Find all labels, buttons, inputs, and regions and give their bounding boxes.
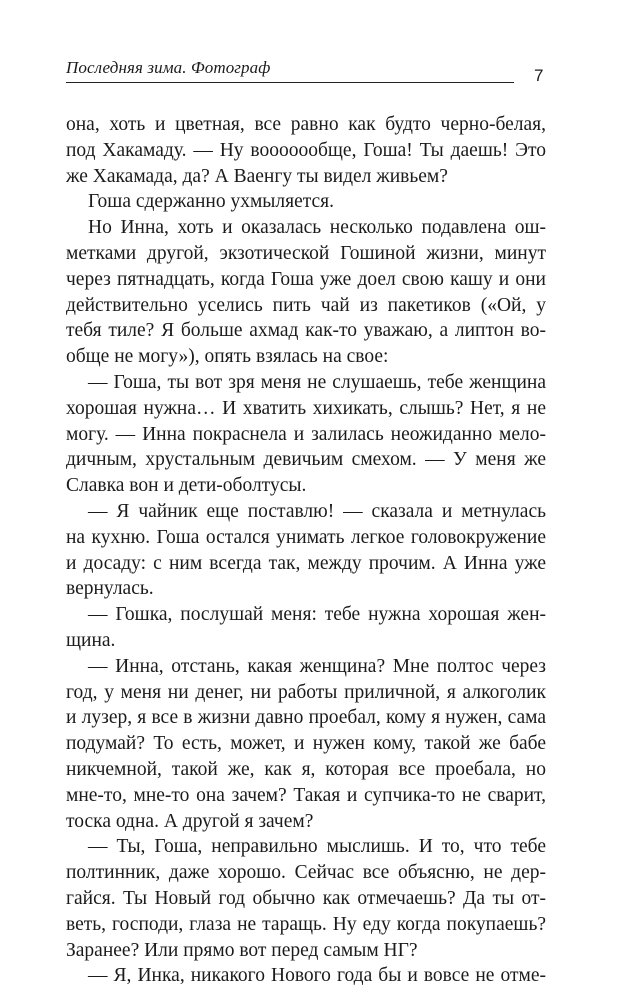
page-header (66, 58, 550, 98)
page-number: 7 (534, 66, 544, 85)
text-line: — Гошка, послушай меня: тебе нужна хорошая жен- (88, 604, 546, 626)
text-line: веть, господи, глаза не таращь. Ну еду когда покупаешь? (66, 913, 546, 935)
text-line: же Хакамада, да? А Ваенгу ты видел живьем? (66, 165, 448, 187)
text-line: — Я, Инка, никакого Нового года бы и вовсе не отме- (88, 965, 546, 987)
text-line: дичным, хрустальным девичьим смехом. — У меня же (66, 449, 546, 471)
text-line: Славка вон и дети-оболтусы. (66, 475, 307, 497)
text-line: вернулась. (66, 578, 154, 600)
text-line: хорошая нужна… И хватить хихикать, слышь? Нет, я не (66, 397, 546, 419)
text-line: обще не могу»), опять взялась на свое: (66, 346, 389, 368)
text-line: гайся. Ты Новый год обычно как отмечаешь? Да ты от- (66, 887, 546, 909)
text-line: — Инна, отстань, какая женщина? Мне полтос через (88, 655, 546, 677)
body-text (66, 112, 546, 989)
text-line: через пятнадцать, когда Гоша уже доел свою кашу и они (66, 268, 546, 290)
text-line: Гоша сдержанно ухмыляется. (88, 191, 335, 213)
text-line: под Хакамаду. — Ну вооооообще, Гоша! Ты даешь! Это (66, 139, 546, 161)
text-line: действительно уселись пить чай из пакетиков («Ой, у (66, 294, 546, 316)
text-line: и лузер, я все в жизни давно проебал, кому я нужен, сама (66, 707, 546, 729)
text-line: Заранее? Или прямо вот перед самым НГ? (66, 939, 418, 961)
header-rule (66, 82, 514, 83)
text-line: год, у меня ни денег, ни работы приличной, я алкоголик (66, 681, 546, 703)
text-line: подумай? То есть, может, и нужен кому, такой же бабе (66, 733, 546, 755)
text-line: на кухню. Гоша остался унимать легкое головокружение (66, 526, 546, 548)
text-line: и досаду: с ним всегда так, между прочим. А Инна уже (66, 552, 546, 574)
text-line: метками другой, экзотической Гошиной жизни, минут (66, 242, 546, 264)
text-line: могу. — Инна покраснела и залилась неожиданно мело- (66, 423, 546, 445)
text-line: мне-то, мне-то она зачем? Такая и супчика-то не сварит, (66, 784, 546, 806)
text-line: — Я чайник еще поставлю! — сказала и метнулась (88, 500, 546, 522)
text-line: щина. (66, 629, 116, 651)
text-line: тебя тиле? Я больше ахмад как-то уважаю, а липтон во- (66, 320, 546, 342)
text-line: — Ты, Гоша, неправильно мыслишь. И то, что тебе (88, 836, 546, 858)
text-line: Но Инна, хоть и оказалась несколько подавлена ош- (88, 217, 546, 239)
running-title: Последняя зима. Фотограф (66, 58, 271, 77)
text-line: — Гоша, ты вот зря меня не слушаешь, тебе женщина (88, 371, 546, 393)
text-line: никчемной, такой же, как я, которая все проебала, но (66, 758, 546, 780)
text-line: она, хоть и цветная, все равно как будто черно-белая, (66, 114, 546, 135)
text-line: полтинник, даже хорошо. Сейчас все объясню, не дер- (66, 862, 546, 884)
text-line: тоска одна. А другой я зачем? (66, 810, 314, 832)
